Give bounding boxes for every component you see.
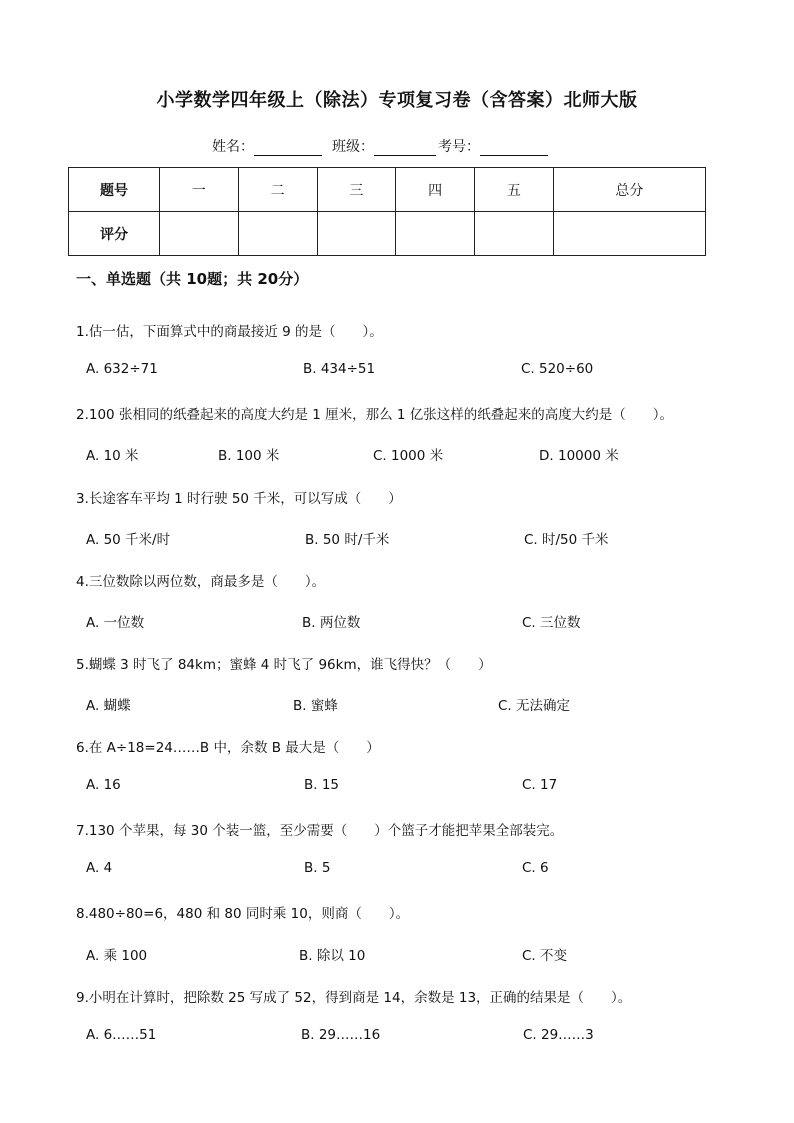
question-2-option-a[interactable]: A. 10 米 bbox=[86, 448, 139, 464]
student-info-line bbox=[212, 136, 558, 156]
question-5-option-b[interactable]: B. 蜜蜂 bbox=[293, 698, 338, 714]
name-label: 姓名： bbox=[212, 139, 254, 155]
question-7-option-a[interactable]: A. 4 bbox=[86, 860, 113, 876]
question-4-option-b[interactable]: B. 两位数 bbox=[302, 615, 361, 631]
question-5-option-a[interactable]: A. 蝴蝶 bbox=[86, 698, 131, 714]
score-column-3: 三 bbox=[317, 168, 396, 212]
score-table bbox=[68, 167, 706, 256]
score-column-2: 二 bbox=[238, 168, 317, 212]
class-label: 班级： bbox=[332, 139, 374, 155]
question-1-option-c[interactable]: C. 520÷60 bbox=[521, 361, 594, 377]
section-title: 一、单选题（共 10题；共 20分） bbox=[76, 270, 309, 288]
score-cell-2[interactable] bbox=[238, 212, 317, 256]
score-column-4: 四 bbox=[396, 168, 475, 212]
question-7-option-b[interactable]: B. 5 bbox=[304, 860, 331, 876]
question-6-option-b[interactable]: B. 15 bbox=[304, 777, 340, 793]
name-blank[interactable] bbox=[254, 141, 322, 156]
question-9: 9.小明在计算时，把除数 25 写成了 52，得到商是 14，余数是 13，正确的结果是（ ）。 bbox=[76, 990, 632, 1006]
score-cell-3[interactable] bbox=[317, 212, 396, 256]
question-7: 7.130 个苹果，每 30 个装一篮，至少需要（ ）个篮子才能把苹果全部装完。 bbox=[76, 823, 564, 839]
question-3-option-a[interactable]: A. 50 千米/时 bbox=[86, 532, 171, 548]
question-9-option-c[interactable]: C. 29……3 bbox=[523, 1027, 594, 1043]
question-2: 2.100 张相同的纸叠起来的高度大约是 1 厘米，那么 1 亿张这样的纸叠起来的高度大约是（ ）。 bbox=[76, 407, 674, 423]
score-column-5: 五 bbox=[475, 168, 554, 212]
question-8: 8.480÷80=6，480 和 80 同时乘 10，则商（ ）。 bbox=[76, 906, 410, 922]
question-8-option-a[interactable]: A. 乘 100 bbox=[86, 948, 148, 964]
page-title: 小学数学四年级上（除法）专项复习卷（含答案）北师大版 bbox=[156, 90, 638, 111]
question-3: 3.长途客车平均 1 时行驶 50 千米，可以写成（ ） bbox=[76, 491, 402, 507]
question-1: 1.估一估，下面算式中的商最接近 9 的是（ ）。 bbox=[76, 324, 383, 340]
score-cell-total[interactable] bbox=[553, 212, 705, 256]
question-number-header: 题号 bbox=[69, 168, 160, 212]
exam-number-blank[interactable] bbox=[480, 141, 548, 156]
question-4-option-a[interactable]: A. 一位数 bbox=[86, 615, 145, 631]
score-table-header-row bbox=[69, 168, 706, 212]
class-blank[interactable] bbox=[374, 141, 436, 156]
question-5: 5.蝴蝶 3 时飞了 84km；蜜蜂 4 时飞了 96km，谁飞得快？（ ） bbox=[76, 657, 492, 673]
score-cell-4[interactable] bbox=[396, 212, 475, 256]
score-cell-1[interactable] bbox=[160, 212, 239, 256]
score-column-total: 总分 bbox=[553, 168, 705, 212]
question-7-option-c[interactable]: C. 6 bbox=[522, 860, 549, 876]
question-2-option-d[interactable]: D. 10000 米 bbox=[539, 448, 619, 464]
question-6: 6.在 A÷18=24……B 中，余数 B 最大是（ ） bbox=[76, 740, 380, 756]
question-1-option-a[interactable]: A. 632÷71 bbox=[86, 361, 158, 377]
question-6-option-c[interactable]: C. 17 bbox=[522, 777, 558, 793]
question-1-option-b[interactable]: B. 434÷51 bbox=[303, 361, 376, 377]
question-2-option-b[interactable]: B. 100 米 bbox=[218, 448, 280, 464]
question-4: 4.三位数除以两位数，商最多是（ ）。 bbox=[76, 574, 326, 590]
score-column-1: 一 bbox=[160, 168, 239, 212]
question-4-option-c[interactable]: C. 三位数 bbox=[522, 615, 581, 631]
question-8-option-c[interactable]: C. 不变 bbox=[522, 948, 568, 964]
question-9-option-a[interactable]: A. 6……51 bbox=[86, 1027, 157, 1043]
question-6-option-a[interactable]: A. 16 bbox=[86, 777, 121, 793]
question-9-option-b[interactable]: B. 29……16 bbox=[301, 1027, 381, 1043]
score-table-score-row bbox=[69, 212, 706, 256]
question-3-option-c[interactable]: C. 时/50 千米 bbox=[524, 532, 609, 548]
question-3-option-b[interactable]: B. 50 时/千米 bbox=[305, 532, 390, 548]
question-5-option-c[interactable]: C. 无法确定 bbox=[498, 698, 571, 714]
question-8-option-b[interactable]: B. 除以 10 bbox=[299, 948, 366, 964]
score-row-header: 评分 bbox=[69, 212, 160, 256]
question-2-option-c[interactable]: C. 1000 米 bbox=[373, 448, 444, 464]
score-cell-5[interactable] bbox=[475, 212, 554, 256]
exam-number-label: 考号： bbox=[438, 139, 480, 155]
